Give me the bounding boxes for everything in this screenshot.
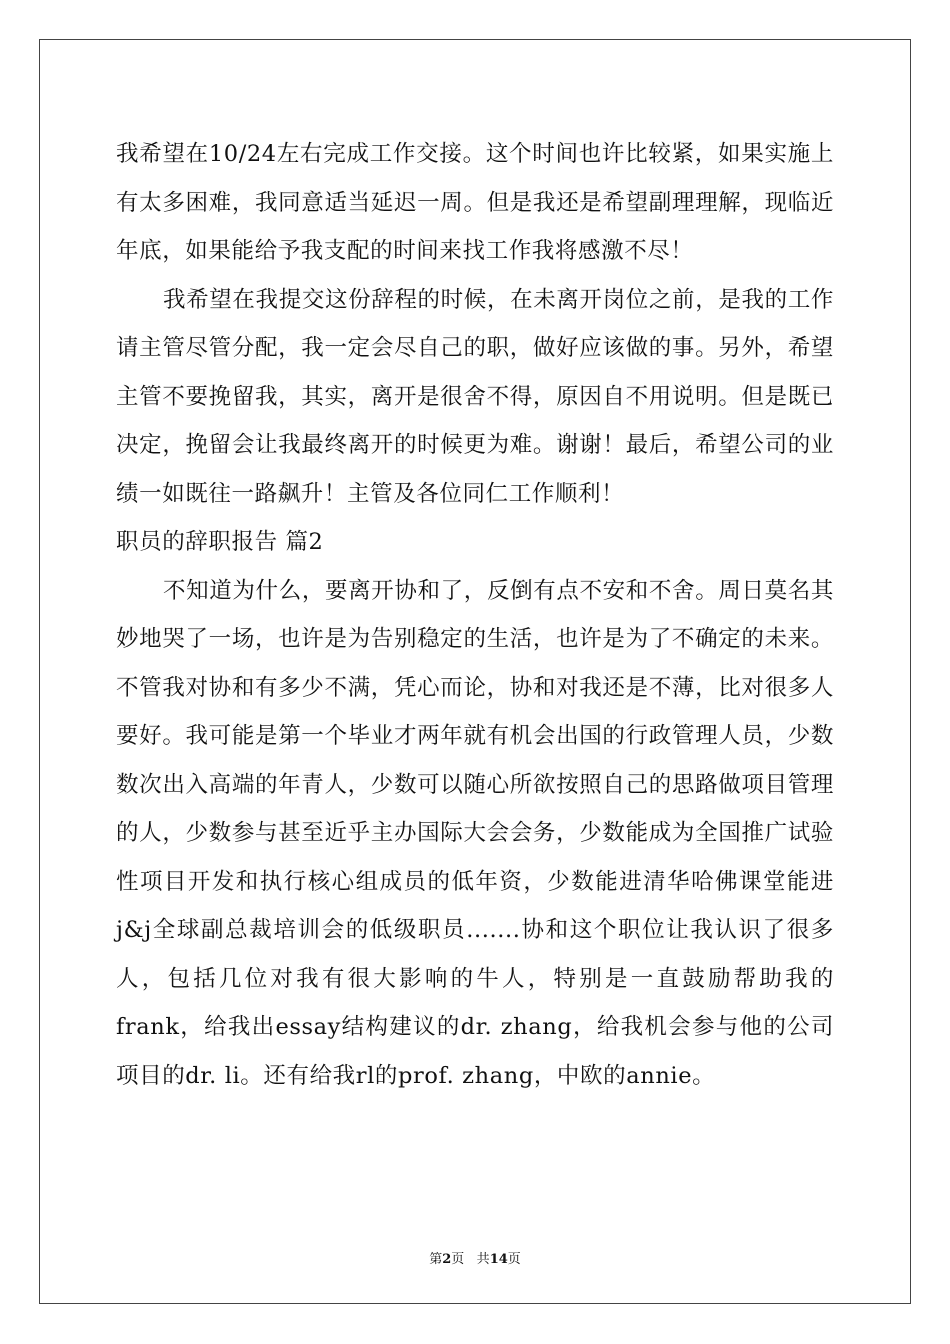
page-suffix: 页 bbox=[451, 1252, 465, 1267]
section-heading: 职员的辞职报告 篇2 bbox=[116, 529, 324, 555]
paragraph-request: 我希望在我提交这份辞程的时候，在未离开岗位之前，是我的工作请主管尽管分配，我一定会尽自己的职，做好应该做的事。另外，希望主管不要挽留我，其实，离开是很舍不得，原因自不用说明。但是既已决定，挽留会让我最终离开的时候更为难。谢谢！最后，希望公司的业绩一如既往一路飙升！主管及各位同仁工作顺利！ bbox=[116, 286, 834, 507]
page-prefix: 第 bbox=[429, 1252, 443, 1267]
page-footer bbox=[0, 1248, 950, 1267]
page-number: 2 bbox=[442, 1252, 452, 1267]
total-suffix: 页 bbox=[507, 1252, 521, 1267]
document-body bbox=[116, 130, 834, 1100]
paragraph-handover: 我希望在10/24左右完成工作交接。这个时间也许比较紧，如果实施上有太多困难，我同意适当延迟一周。但是我还是希望副理理解，现临近年底，如果能给予我支配的时间来找工作我将感激不尽！ bbox=[116, 141, 834, 264]
total-prefix: 共 bbox=[476, 1252, 490, 1267]
paragraph-reflection: 不知道为什么，要离开协和了，反倒有点不安和不舍。周日莫名其妙地哭了一场，也许是为告别稳定的生活，也许是为了不确定的未来。不管我对协和有多少不满，凭心而论，协和对我还是不薄，比对很多人要好。我可能是第一个毕业才两年就有机会出国的行政管理人员，少数数次出入高端的年青人，少数可以随心所欲按照自己的思路做项目管理的人，少数参与甚至近乎主办国际大会会务，少数能成为全国推广试验性项目开发和执行核心组成员的低年资，少数能进清华哈佛课堂能进j&j全球副总裁培训会的低级职员.......协和这个职位让我认识了很多人，包括几位对我有很大影响的牛人，特别是一直鼓励帮助我的frank，给我出essay结构建议的dr. zhang，给我机会参与他的公司项目的dr. li。还有给我rl的prof. zhang，中欧的annie。 bbox=[116, 577, 834, 1089]
total-pages: 14 bbox=[489, 1252, 508, 1267]
